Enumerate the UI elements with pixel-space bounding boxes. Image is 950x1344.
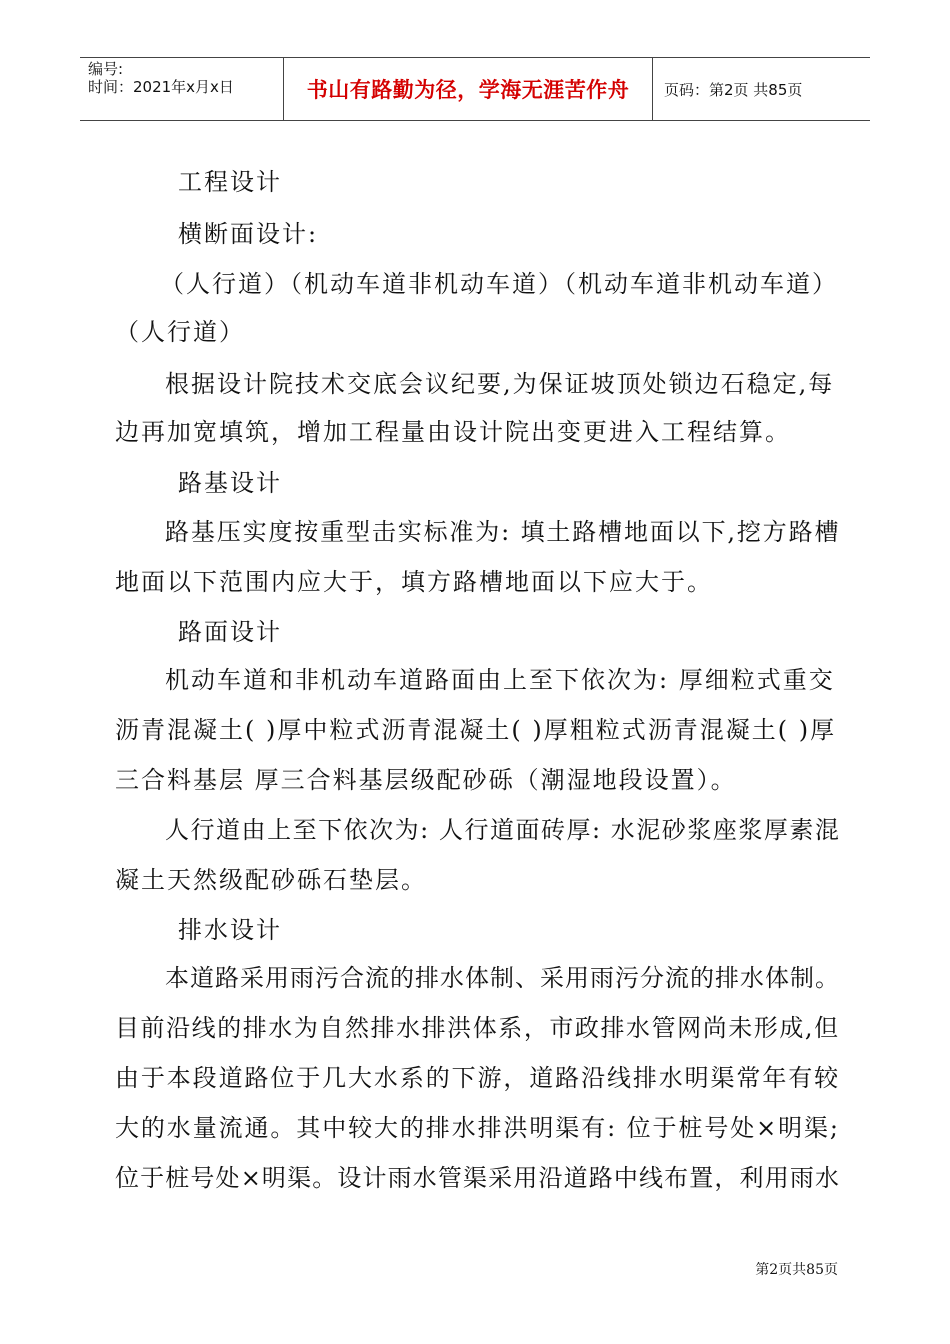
heading-pavement-design: 路面设计 bbox=[178, 618, 282, 646]
heading-drainage-design: 排水设计 bbox=[178, 916, 282, 944]
paragraph-line: 目前沿线的排水为自然排水排洪体系，市政排水管网尚未形成,但 bbox=[115, 1014, 840, 1042]
paragraph-line: 本道路采用雨污合流的排水体制、采用雨污分流的排水体制。 bbox=[165, 964, 840, 992]
paragraph-line: 沥青混凝土( )厚中粒式沥青混凝土( )厚粗粒式沥青混凝土( )厚 bbox=[115, 716, 837, 744]
paragraph-line: 地面以下范围内应大于，填方路槽地面以下应大于。 bbox=[115, 568, 713, 596]
paragraph-line: 大的水量流通。其中较大的排水排洪明渠有: 位于桩号处×明渠; bbox=[115, 1114, 840, 1142]
heading-subgrade-design: 路基设计 bbox=[178, 469, 282, 497]
paragraph-line: 机动车道和非机动车道路面由上至下依次为: 厚细粒式重交 bbox=[165, 666, 835, 694]
heading-cross-section: 横断面设计: bbox=[178, 220, 319, 248]
paragraph-line: 三合料基层 厚三合料基层级配砂砾（潮湿地段设置）。 bbox=[115, 766, 737, 794]
paragraph-line: 由于本段道路位于几大水系的下游，道路沿线排水明渠常年有较 bbox=[115, 1064, 840, 1092]
paragraph-line: 凝土天然级配砂砾石垫层。 bbox=[115, 866, 427, 894]
paragraph-line: 边再加宽填筑，增加工程量由设计院出变更进入工程结算。 bbox=[115, 418, 791, 446]
paragraph-line: （人行道） bbox=[115, 318, 245, 346]
heading-engineering-design: 工程设计 bbox=[178, 168, 282, 196]
paragraph-line: 位于桩号处×明渠。设计雨水管渠采用沿道路中线布置，利用雨水 bbox=[115, 1164, 841, 1192]
number-label: 编号: bbox=[88, 60, 124, 78]
page-footer-number: 第2页共85页 bbox=[755, 1262, 838, 1278]
paragraph-line: （人行道）（机动车道非机动车道）（机动车道非机动车道） bbox=[160, 270, 838, 298]
document-header bbox=[80, 57, 870, 121]
header-page-info: 页码：第2页 共85页 bbox=[664, 80, 803, 99]
time-label: 时间：2021年x月x日 bbox=[88, 78, 234, 96]
header-motto: 书山有路勤为径，学海无涯苦作舟 bbox=[306, 78, 630, 102]
paragraph-line: 路基压实度按重型击实标准为: 填土路槽地面以下,挖方路槽 bbox=[165, 518, 841, 546]
paragraph-line: 人行道由上至下依次为: 人行道面砖厚: 水泥砂浆座浆厚素混 bbox=[165, 816, 841, 844]
header-meta bbox=[88, 58, 283, 120]
paragraph-line: 根据设计院技术交底会议纪要,为保证坡顶处锁边石稳定,每 bbox=[165, 370, 835, 398]
header-divider bbox=[652, 58, 653, 120]
